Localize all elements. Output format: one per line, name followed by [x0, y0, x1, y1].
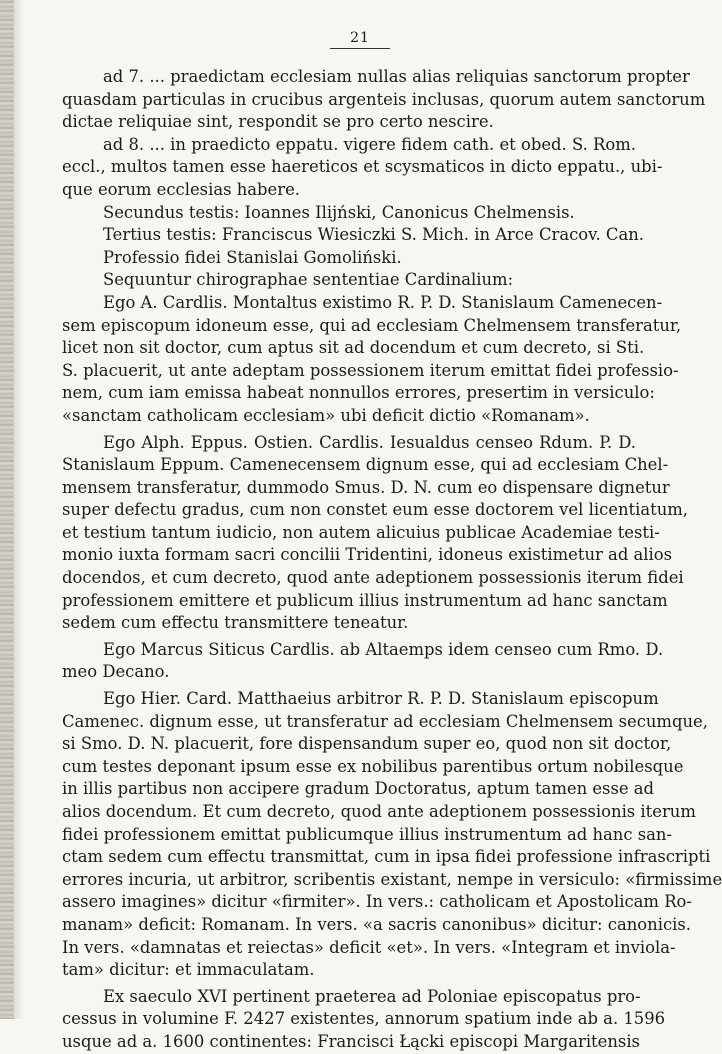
text-line: cessus in volumine F. 2427 existentes, annorum spatium inde ab a. 1596 — [62, 1009, 666, 1029]
text-line: sedem cum effectu transmittere teneatur. — [62, 613, 409, 633]
text-line: ad 7. ... praedictam ecclesiam nullas alias reliquias sanctorum propter — [103, 67, 690, 86]
text-line: si Smo. D. N. placuerit, fore dispensandum super eo, quod non sit doctor, — [62, 734, 672, 754]
text-line: in illis partibus non accipere gradum Doctoratus, aptum tamen esse ad — [62, 779, 655, 799]
text-line: ctam sedem cum effectu transmittat, cum in ipsa fidei professione infrascripti — [62, 847, 711, 867]
text-line: fidei professionem emittat publicumque illius instrumentum ad hanc san- — [62, 824, 673, 844]
text-line: Secundus testis: Ioannes Ilijński, Canonicus Chelmensis. — [103, 202, 575, 222]
text-line: nem, cum iam emissa habeat nonnullos errores, presertim in versiculo: — [62, 383, 655, 403]
page-binding-edge — [0, 0, 14, 1019]
text-line: Professio fidei Stanislai Gomoliński. — [103, 247, 402, 267]
text-line: Ego Hier. Card. Matthaeius arbitror R. P. D. Stanislaum episcopum — [103, 689, 659, 709]
text-line: dictae reliquiae sint, respondit se pro certo nescire. — [62, 112, 494, 132]
text-line: Ex saeculo XVI pertinent praeterea ad Poloniae episcopatus pro- — [103, 986, 641, 1006]
text-line: licet non sit doctor, cum aptus sit ad docendum et cum decreto, si Sti. — [62, 338, 645, 358]
text-line: Ego A. Cardlis. Montaltus existimo R. P. D. Stanislaum Camenecen- — [103, 292, 663, 312]
text-line: S. placuerit, ut ante adeptam possessionem iterum emittat fidei professio- — [62, 360, 679, 380]
page-number-rule — [330, 48, 390, 49]
text-line: que eorum ecclesias habere. — [62, 179, 300, 199]
text-line: eccl., multos tamen esse haereticos et scysmaticos in dicto eppatu., ubi- — [62, 157, 663, 177]
text-line: et testium tantum iudicio, non autem alicuius publicae Academiae testi- — [62, 522, 660, 542]
text-line: tam» dicitur: et immaculatam. — [62, 960, 315, 980]
text-line: cum testes deponant ipsum esse ex nobilibus parentibus ortum nobilesque — [62, 756, 684, 776]
text-line: assero imagines» dicitur «firmiter». In vers.: catholicam et Apostolicam Ro- — [62, 892, 692, 912]
text-line: usque ad a. 1600 continentes: Francisci Łącki episcopi Margaritensis — [62, 1031, 640, 1051]
text-line: «sanctam catholicam ecclesiam» ubi deficit dictio «Romanam». — [62, 405, 590, 425]
text-line: mensem transferatur, dummodo Smus. D. N. cum eo dispensare dignetur — [62, 477, 670, 497]
text-line: monio iuxta formam sacri concilii Tridentini, idoneus existimetur ad alios — [62, 545, 673, 565]
text-line: In vers. «damnatas et reiectas» deficit «et». In vers. «Integram et inviola- — [62, 937, 676, 957]
page-number: 21 — [350, 30, 370, 46]
text-line: Camenec. dignum esse, ut transferatur ad ecclesiam Chelmensem secumque, — [62, 711, 708, 731]
text-line: Sequuntur chirographae sententiae Cardinalium: — [103, 270, 514, 290]
text-line: Stanislaum Eppum. Camenecensem dignum esse, qui ad ecclesiam Chel- — [62, 455, 669, 475]
text-line: Ego Marcus Siticus Cardlis. ab Altaemps idem censeo cum Rmo. D. — [103, 639, 664, 659]
page-binding-shadow — [14, 0, 24, 1019]
text-line: docendos, et cum decreto, quod ante adeptionem possessionis iterum fidei — [62, 568, 684, 588]
text-line: Tertius testis: Franciscus Wiesiczki S. Mich. in Arce Cracov. Can. — [103, 225, 644, 245]
text-line: sem episcopum idoneum esse, qui ad ecclesiam Chelmensem transferatur, — [62, 315, 682, 335]
text-line: manam» deficit: Romanam. In vers. «a sacris canonibus» dicitur: canonicis. — [62, 914, 691, 934]
text-line: quasdam particulas in crucibus argenteis inclusas, quorum autem sanctorum — [62, 89, 706, 109]
text-line: alios docendum. Et cum decreto, quod ante adeptionem possessionis iterum — [62, 802, 696, 821]
text-line: professionem emittere et publicum illius instrumentum ad hanc sanctam — [62, 590, 668, 610]
text-line: meo Decano. — [62, 662, 170, 682]
text-line: super defectu gradus, cum non constet eum esse doctorem vel licentiatum, — [62, 500, 689, 520]
text-line: Ego Alph. Eppus. Ostien. Cardlis. Iesualdus censeo Rdum. P. D. — [103, 432, 636, 452]
text-line: ad 8. ... in praedicto eppatu. vigere fidem cath. et obed. S. Rom. — [103, 134, 636, 154]
text-line: errores incuria, ut arbitror, scribentis existant, nempe in versiculo: «firmissime — [62, 869, 722, 889]
body-text — [62, 66, 722, 1054]
